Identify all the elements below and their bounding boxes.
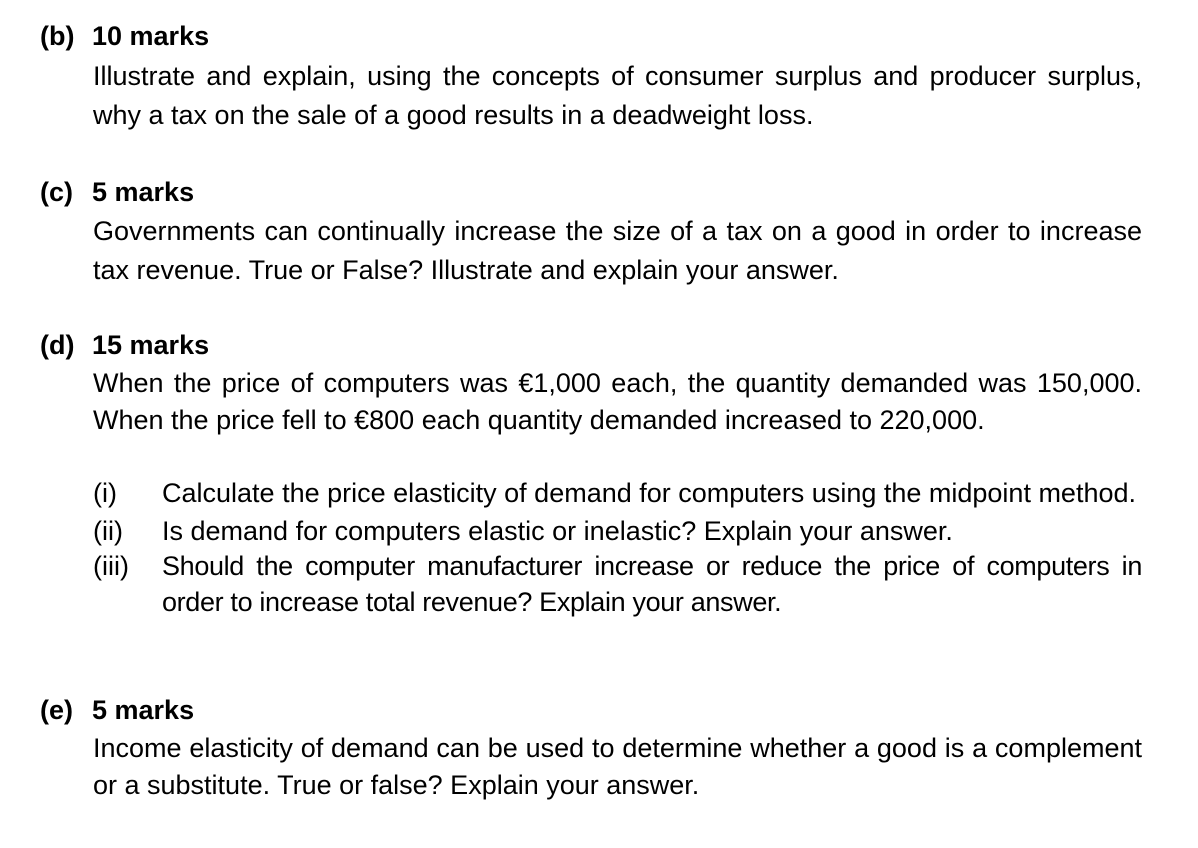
subpart-number: (ii): [93, 515, 123, 546]
question-marks: 15 marks: [92, 330, 210, 360]
subpart-ii: [93, 514, 1142, 550]
subpart-i: [93, 476, 1142, 512]
question-label: (e): [40, 695, 73, 725]
question-d-text: When the price of computers was €1,000 each, the quantity demanded was 150,000. When the price fell to €800 each quantity demanded increased to 220,000.: [93, 368, 1142, 435]
question-label: (c): [40, 177, 73, 207]
question-c-text: Governments can continually increase the size of a tax on a good in order to increase tax revenue. True or False? Illustrate and explain your answer.: [93, 216, 1142, 285]
question-e-heading: [40, 694, 194, 726]
subpart-text: Should the computer manufacturer increase or reduce the price of computers in order to increase total revenue? Explain your answer.: [162, 551, 1142, 617]
subpart-iii: [93, 549, 1142, 620]
subpart-number: (i): [93, 478, 117, 508]
question-marks: 10 marks: [92, 21, 210, 51]
question-e-text: Income elasticity of demand can be used to determine whether a good is a complement or a substitute. True or false? Explain your answer.: [93, 733, 1142, 800]
question-b-text: Illustrate and explain, using the concepts of consumer surplus and producer surplus, why a tax on the sale of a good results in a deadweight loss.: [93, 61, 1142, 130]
question-d-subparts: [93, 476, 1142, 620]
question-marks: 5 marks: [92, 177, 195, 207]
question-label: (b): [40, 21, 75, 51]
subpart-number: (iii): [93, 551, 129, 581]
question-marks: 5 marks: [92, 695, 195, 725]
subpart-text: Calculate the price elasticity of demand for computers using the midpoint method.: [162, 478, 1137, 508]
question-d-heading: [40, 329, 209, 361]
question-label: (d): [40, 330, 75, 360]
question-c-heading: [40, 176, 194, 208]
question-b-heading: [40, 20, 209, 52]
subpart-text: Is demand for computers elastic or inelastic? Explain your answer.: [162, 515, 953, 546]
